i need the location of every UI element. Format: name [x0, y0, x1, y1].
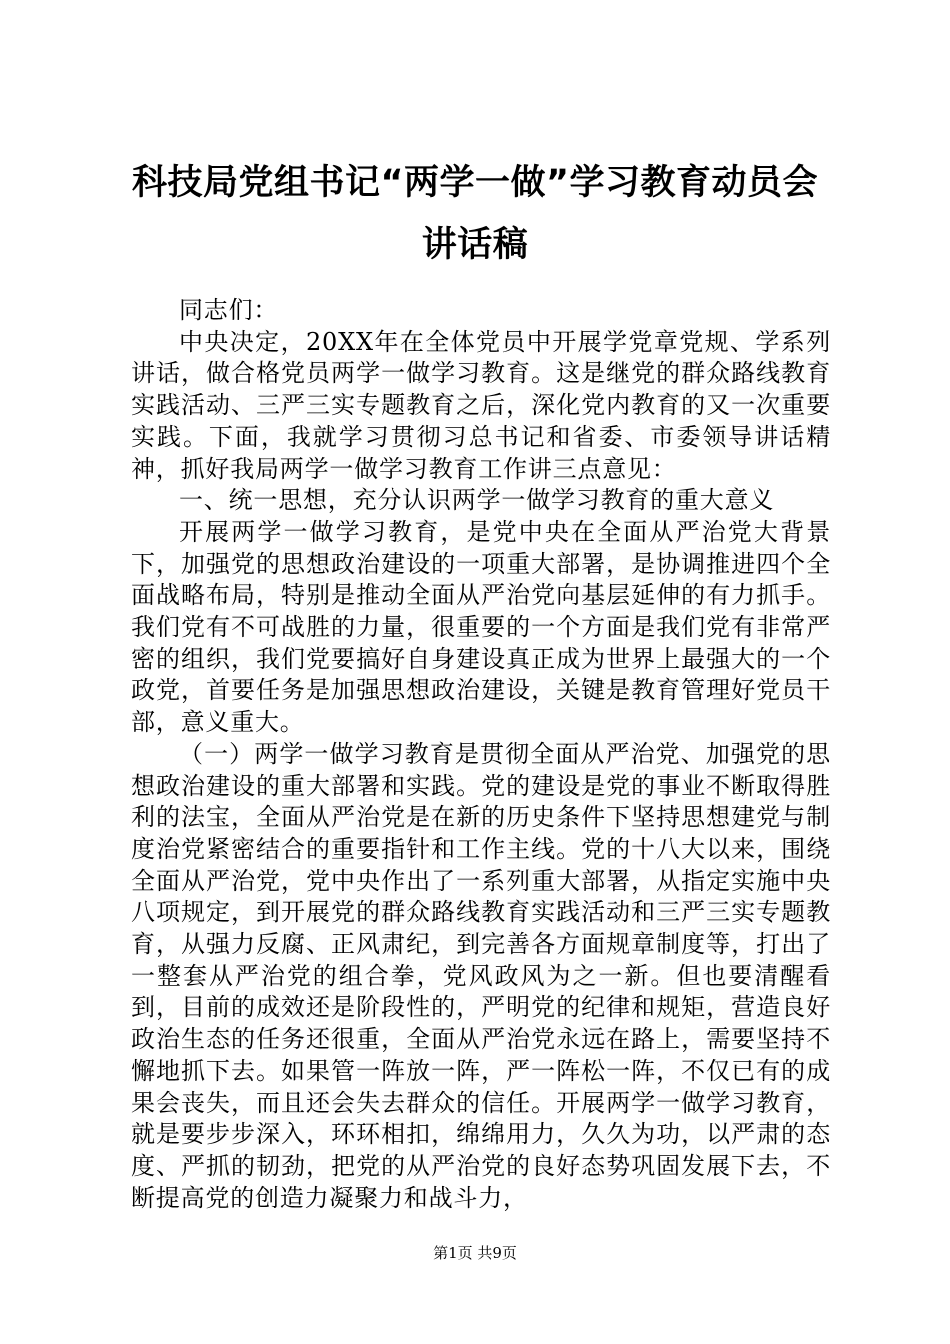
document-body	[131, 295, 831, 1214]
body-paragraph: （一）两学一做学习教育是贯彻全面从严治党、加强党的思想政治建设的重大部署和实践。党的建设是党的事业不断取得胜利的法宝，全面从严治党是在新的历史条件下坚持思想建党与制度治党紧密结合的重要指针和工作主线。党的十八大以来，围绕全面从严治党，党中央作出了一系列重大部署，从指定实施中央八项规定，到开展党的群众路线教育实践活动和三严三实专题教育，从强力反腐、正风肃纪，到完善各方面规章制度等，打出了一整套从严治党的组合拳，党风政风为之一新。但也要清醒看到，目前的成效还是阶段性的，严明党的纪律和规矩，营造良好政治生态的任务还很重，全面从严治党永远在路上，需要坚持不懈地抓下去。如果管一阵放一阵，严一阵松一阵，不仅已有的成果会丧失，而且还会失去群众的信任。开展两学一做学习教育，就是要步步深入，环环相扣，绵绵用力，久久为功，以严肃的态度、严抓的韧劲，把党的从严治党的良好态势巩固发展下去，不断提高党的创造力凝聚力和战斗力，	[131, 739, 831, 1212]
body-paragraph: 开展两学一做学习教育，是党中央在全面从严治党大背景下，加强党的思想政治建设的一项重大部署，是协调推进四个全面战略布局，特别是推动全面从严治党向基层延伸的有力抓手。我们党有不可战胜的力量，很重要的一个方面是我们党有非常严密的组织，我们党要搞好自身建设真正成为世界上最强大的一个政党，首要任务是加强思想政治建设，关键是教育管理好党员干部，意义重大。	[131, 517, 831, 737]
document-title	[0, 152, 950, 276]
page-number-footer: 第1页 共9页	[433, 1244, 517, 1262]
body-paragraph: 中央决定，20XX年在全体党员中开展学党章党规、学系列讲话，做合格党员两学一做学习教育。这是继党的群众路线教育实践活动、三严三实专题教育之后，深化党内教育的又一次重要实践。下面，我就学习贯彻习总书记和省委、市委领导讲话精神，抓好我局两学一做学习教育工作讲三点意见：	[131, 327, 831, 483]
section-heading: 一、统一思想，充分认识两学一做学习教育的重大意义	[179, 486, 775, 515]
title-line: 科技局党组书记“两学一做”学习教育动员会	[131, 163, 818, 203]
salutation: 同志们：	[179, 296, 279, 324]
title-line: 讲话稿	[421, 225, 529, 265]
